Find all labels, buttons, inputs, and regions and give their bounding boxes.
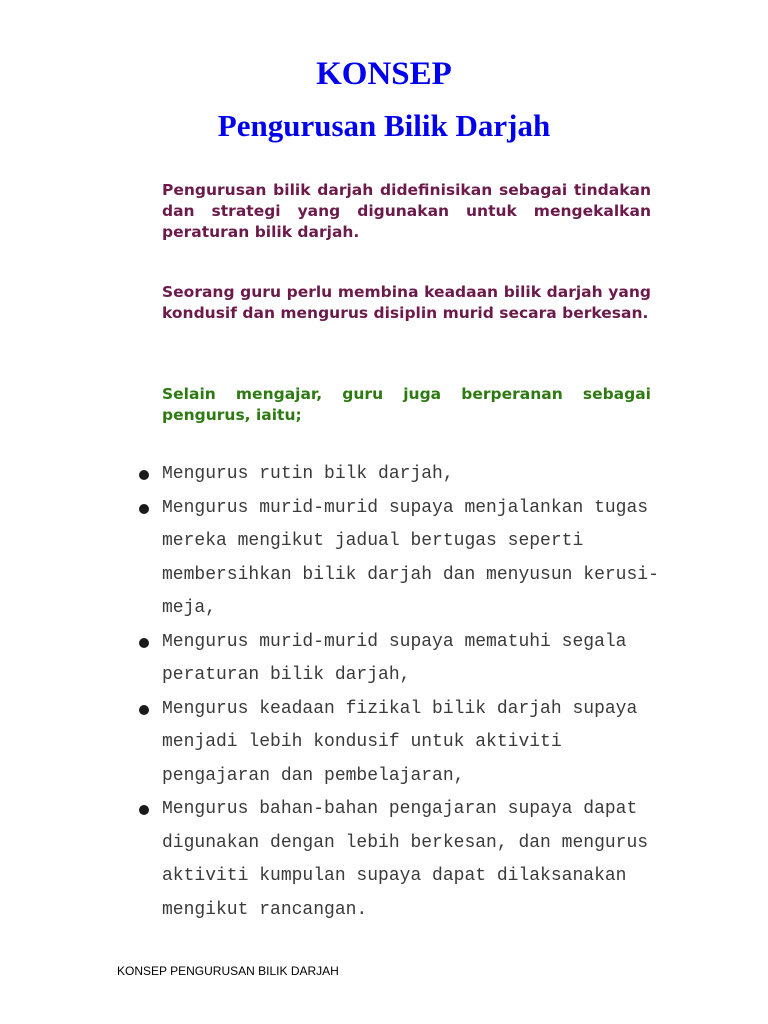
- manager-intro-paragraph: Selain mengajar, guru juga berperanan sebagai pengurus, iaitu;: [162, 385, 651, 424]
- list-item: [137, 458, 677, 492]
- list-item: [137, 626, 677, 693]
- list-item-text: Mengurus rutin bilk darjah,: [162, 464, 454, 484]
- list-item-text: Mengurus murid-murid supaya menjalankan tugas mereka mengikut jadual bertugas seperti membersihkan bilik darjah dan menyusun kerusi-meja,: [162, 497, 659, 618]
- list-item: [137, 793, 677, 927]
- teacher-role-paragraph: Seorang guru perlu membina keadaan bilik darjah yang kondusif dan mengurus disiplin murid secara berkesan.: [162, 283, 651, 322]
- definition-paragraph: Pengurusan bilik darjah didefinisikan sebagai tindakan dan strategi yang digunakan untuk mengekalkan peraturan bilik darjah.: [162, 181, 651, 241]
- page-title: KONSEP: [316, 56, 452, 92]
- list-item: [137, 492, 677, 626]
- bullet-dot-icon: [139, 805, 149, 815]
- bullet-dot-icon: [139, 638, 149, 648]
- page-subtitle: Pengurusan Bilik Darjah: [217, 108, 551, 143]
- manager-duties-list: [137, 458, 677, 927]
- bullet-dot-icon: [139, 470, 149, 480]
- list-item: [137, 693, 677, 794]
- bullet-dot-icon: [139, 705, 149, 715]
- list-item-text: Mengurus keadaan fizikal bilik darjah supaya menjadi lebih kondusif untuk aktiviti pengajaran dan pembelajaran,: [162, 698, 638, 786]
- bullet-dot-icon: [139, 504, 149, 514]
- list-item-text: Mengurus murid-murid supaya mematuhi segala peraturan bilik darjah,: [162, 631, 627, 685]
- list-item-text: Mengurus bahan-bahan pengajaran supaya dapat digunakan dengan lebih berkesan, dan mengurus aktiviti kumpulan supaya dapat dilaksanakan mengikut rancangan.: [162, 799, 649, 920]
- page-footer: KONSEP PENGURUSAN BILIK DARJAH: [117, 964, 339, 978]
